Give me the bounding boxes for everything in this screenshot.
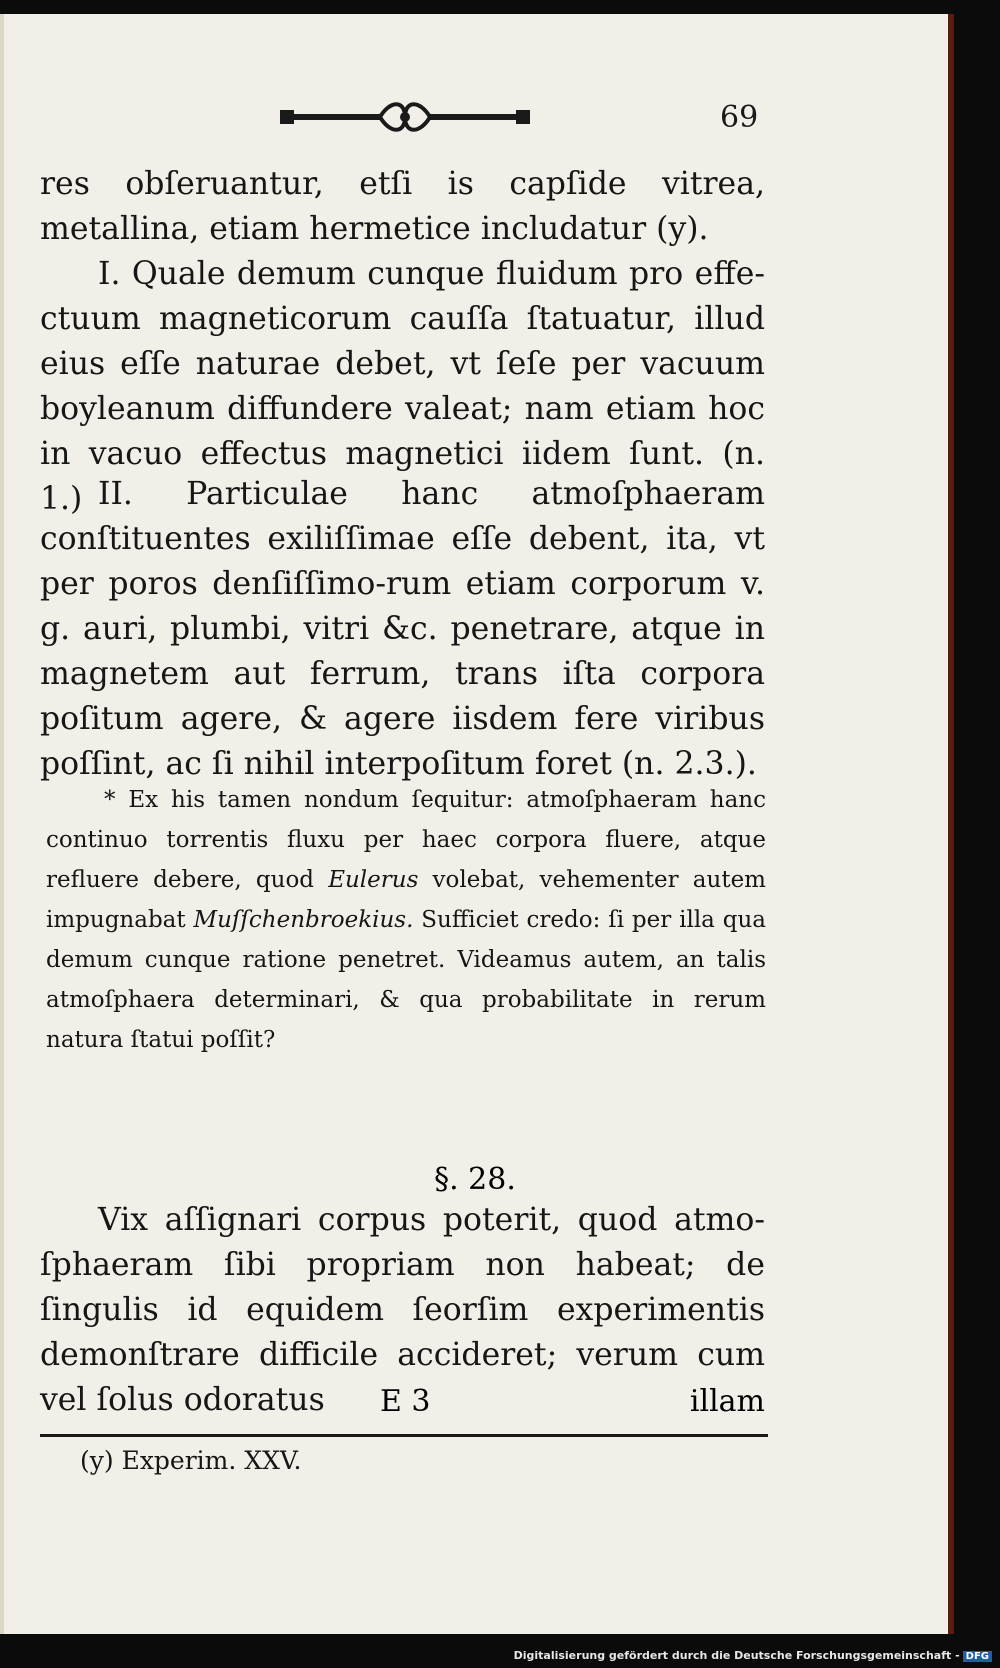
note-block	[46, 780, 766, 1060]
signature-row	[40, 1384, 765, 1424]
note-name-2: Muſſchenbroekius.	[193, 907, 414, 933]
footnote-rule	[40, 1434, 768, 1437]
page-edge	[0, 14, 4, 1634]
note-text-2: volebat, vehementer autem impugnabat	[46, 867, 766, 933]
paragraph-3: Vix aſſignari corpus poterit, quod atmo-ſphaeram ſibi propriam non habeat; de ſingulis id equidem ſeorſim experimentis demonſtrare difficile accideret; verum cum vel ſolus odoratus	[40, 1202, 765, 1418]
text-block-3	[40, 472, 765, 787]
digitization-credit	[514, 1649, 992, 1662]
catchword: illam	[689, 1384, 765, 1419]
paragraph-1: I. Quale demum cunque fluidum pro effe-ctuum magneticorum cauſſa ſtatuatur, illud eius eſſe naturae debet, vt ſeſe per vacuum boyleanum diffundere valeat; nam etiam hoc in vacuo effectus magnetici iidem ſunt. (n. 1.)	[40, 256, 765, 517]
note-marker: *	[104, 787, 116, 813]
note-text-1: Ex his tamen nondum ſequitur: atmoſphaeram hanc continuo torrentis fluxu per haec corpora fluere, atque refluere debere, quod	[46, 787, 766, 893]
paragraph-2: II. Particulae hanc atmoſphaeram conſtituentes exiliſſimae eſſe debent, ita, vt per poros denſiſſimo-rum etiam corporum v. g. auri, plumbi, vitri &c. penetrare, atque in magnetem aut ferrum, trans iſta corpora poſitum agere, & agere iisdem fere viribus poſſint, ac ſi nihil interpoſitum foret (n. 2.3.).	[40, 476, 765, 782]
text-block-1	[40, 162, 765, 252]
dfg-logo: DFG	[963, 1651, 992, 1662]
signature-mark: E 3	[380, 1384, 431, 1419]
footnote: (y) Experim. XXV.	[80, 1446, 302, 1475]
section-heading: §. 28.	[434, 1162, 516, 1197]
note-name-1: Eulerus	[328, 867, 419, 893]
note-paragraph	[46, 780, 766, 1060]
note-text-3: Sufficiet credo: ſi per illa qua demum cunque ratione penetret. Videamus autem, an talis atmoſphaera determinari, & qua probabilitate in rerum natura ſtatui poſſit?	[46, 907, 767, 1053]
ornament-icon	[280, 98, 530, 138]
page-number: 69	[720, 100, 759, 135]
credit-text: Digitalisierung gefördert durch die Deutsche Forschungsgemeinschaft -	[513, 1649, 960, 1662]
paragraph-0: res obſeruantur, etſi is capſide vitrea, metallina, etiam hermetice includatur (y).	[40, 166, 765, 247]
